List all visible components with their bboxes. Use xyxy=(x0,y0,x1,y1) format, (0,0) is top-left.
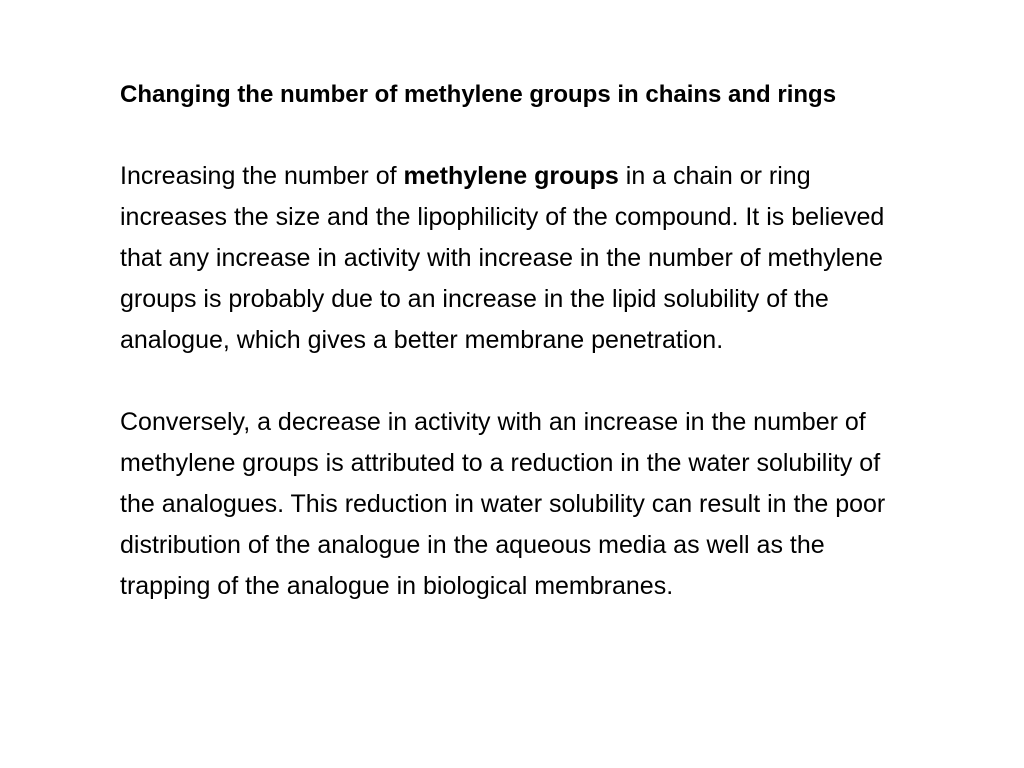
paragraph-1-rest-text: in a chain or ring increases the size and the lipophilicity of the compound. It is believed that any increase in activity with increase in the number of methylene groups is probably due to an increase in the lipid solubility of the analogue, which gives a better membrane penetration. xyxy=(120,162,885,354)
paragraph-1 xyxy=(120,156,920,361)
paragraph-1-bold-term: methylene groups xyxy=(403,162,619,190)
spacer xyxy=(120,361,920,402)
paragraph-2: Conversely, a decrease in activity with an increase in the number of methylene groups is attributed to a reduction in the water solubility of the analogues. This reduction in water solubility can result in the poor distribution of the analogue in the aqueous media as well as the trapping of the analogue in biological membranes. xyxy=(120,408,886,600)
paragraph-1-lead-text: Increasing the number of xyxy=(120,162,404,190)
slide-content xyxy=(120,74,920,607)
slide-title: Changing the number of methylene groups in chains and rings xyxy=(120,81,837,108)
spacer xyxy=(120,115,920,156)
